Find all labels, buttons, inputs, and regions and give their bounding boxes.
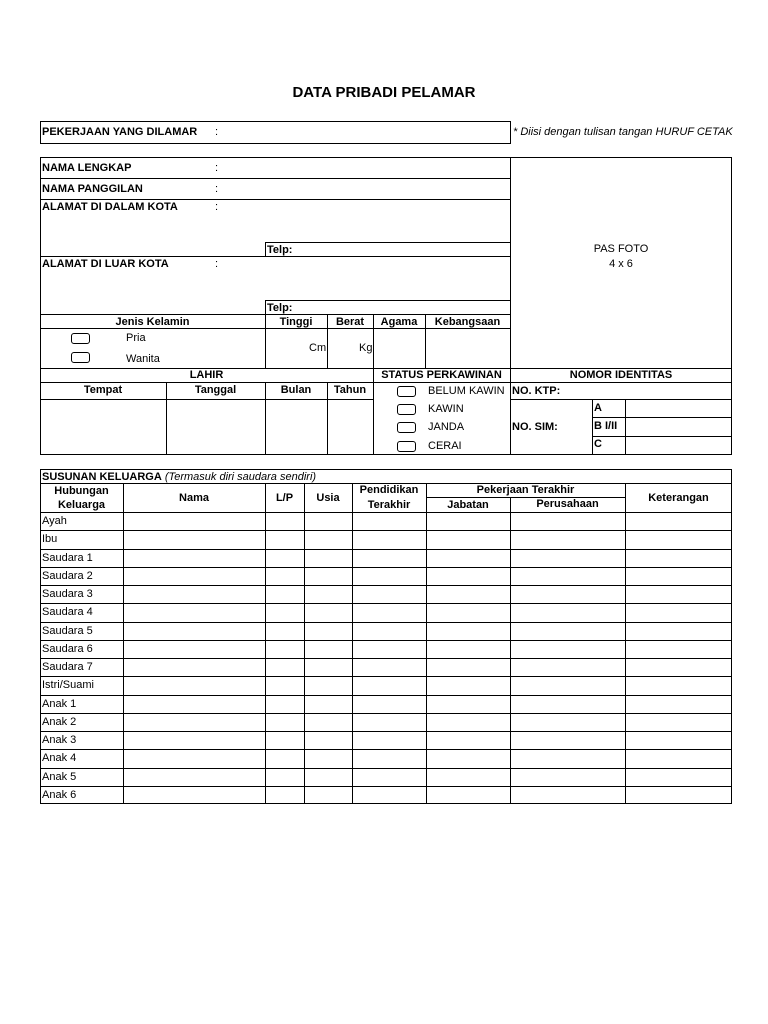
family-relation-label: Saudara 1 bbox=[42, 551, 93, 564]
family-keterangan-cell[interactable] bbox=[627, 513, 730, 529]
tanggal-lahir-input[interactable] bbox=[168, 401, 263, 453]
family-keterangan-cell[interactable] bbox=[627, 769, 730, 785]
no-ktp-label: NO. KTP: bbox=[512, 385, 561, 397]
family-lp-cell[interactable] bbox=[267, 550, 302, 566]
jabatan-header: Jabatan bbox=[447, 499, 489, 511]
family-keterangan-cell[interactable] bbox=[627, 641, 730, 657]
family-pendidikan-cell[interactable] bbox=[354, 677, 424, 693]
family-perusahaan-cell[interactable] bbox=[512, 550, 623, 566]
pekerjaan-label: PEKERJAAN YANG DILAMAR bbox=[42, 126, 198, 138]
family-lp-cell[interactable] bbox=[267, 714, 302, 730]
telp-dalam-label: Telp: bbox=[267, 244, 293, 256]
family-jabatan-cell[interactable] bbox=[428, 677, 508, 693]
alamat-dalam-kota-label: ALAMAT DI DALAM KOTA bbox=[42, 201, 178, 213]
family-perusahaan-cell[interactable] bbox=[512, 659, 623, 675]
family-keterangan-cell[interactable] bbox=[627, 787, 730, 803]
family-pendidikan-cell[interactable] bbox=[354, 732, 424, 748]
family-keterangan-cell[interactable] bbox=[627, 696, 730, 712]
family-pendidikan-cell[interactable] bbox=[354, 586, 424, 602]
berat-header: Berat bbox=[335, 316, 365, 328]
pendidikan-header-2: Terakhir bbox=[367, 499, 411, 511]
family-jabatan-cell[interactable] bbox=[428, 769, 508, 785]
alamat-dalam-kota-input[interactable] bbox=[42, 215, 508, 241]
family-perusahaan-cell[interactable] bbox=[512, 513, 623, 529]
family-relation-label: Saudara 4 bbox=[42, 606, 93, 619]
family-lp-cell[interactable] bbox=[267, 769, 302, 785]
cerai-checkbox[interactable] bbox=[397, 441, 416, 452]
family-keterangan-cell[interactable] bbox=[627, 714, 730, 730]
pekerjaan-terakhir-header: Pekerjaan Terakhir bbox=[476, 484, 575, 496]
family-jabatan-cell[interactable] bbox=[428, 586, 508, 602]
family-jabatan-cell[interactable] bbox=[428, 550, 508, 566]
family-lp-cell[interactable] bbox=[267, 696, 302, 712]
perusahaan-header: Perusahaan bbox=[536, 498, 599, 510]
jenis-kelamin-header: Jenis Kelamin bbox=[115, 316, 190, 328]
family-lp-cell[interactable] bbox=[267, 659, 302, 675]
cerai-label: CERAI bbox=[428, 440, 462, 452]
family-perusahaan-cell[interactable] bbox=[512, 604, 623, 620]
family-pendidikan-cell[interactable] bbox=[354, 641, 424, 657]
hubungan-header-1: Hubungan bbox=[54, 485, 109, 497]
family-lp-cell[interactable] bbox=[267, 787, 302, 803]
family-pendidikan-cell[interactable] bbox=[354, 513, 424, 529]
family-usia-cell[interactable] bbox=[306, 513, 350, 529]
family-pendidikan-cell[interactable] bbox=[354, 787, 424, 803]
family-usia-cell[interactable] bbox=[306, 550, 350, 566]
family-nama-cell[interactable] bbox=[125, 696, 263, 712]
family-relation-label: Saudara 7 bbox=[42, 661, 93, 673]
family-pendidikan-cell[interactable] bbox=[354, 696, 424, 712]
family-nama-cell[interactable] bbox=[125, 604, 263, 620]
family-usia-cell[interactable] bbox=[306, 696, 350, 712]
family-nama-cell[interactable] bbox=[125, 641, 263, 657]
family-relation-label: Anak 1 bbox=[42, 697, 77, 710]
family-nama-cell[interactable] bbox=[125, 513, 263, 529]
colon: : bbox=[215, 183, 219, 195]
family-perusahaan-cell[interactable] bbox=[512, 787, 623, 803]
family-nama-cell[interactable] bbox=[125, 586, 263, 602]
family-pendidikan-cell[interactable] bbox=[354, 531, 424, 547]
family-lp-cell[interactable] bbox=[267, 732, 302, 748]
family-keterangan-cell[interactable] bbox=[627, 677, 730, 693]
hubungan-header-2: Keluarga bbox=[57, 499, 106, 511]
family-usia-cell[interactable] bbox=[306, 604, 350, 620]
family-pendidikan-cell[interactable] bbox=[354, 659, 424, 675]
bulan-header: Bulan bbox=[280, 384, 312, 396]
alamat-luar-kota-label: ALAMAT DI LUAR KOTA bbox=[42, 258, 169, 270]
family-relation-label: Ayah bbox=[42, 515, 67, 527]
family-usia-cell[interactable] bbox=[306, 568, 350, 584]
tanggal-header: Tanggal bbox=[194, 384, 237, 396]
colon: : bbox=[215, 162, 219, 174]
family-lp-cell[interactable] bbox=[267, 513, 302, 529]
status-perkawinan-header: STATUS PERKAWINAN bbox=[381, 369, 502, 381]
family-keterangan-cell[interactable] bbox=[627, 550, 730, 566]
family-keterangan-cell[interactable] bbox=[627, 586, 730, 602]
cm-unit: Cm bbox=[309, 342, 327, 354]
pendidikan-header-1: Pendidikan bbox=[359, 484, 419, 496]
nama-panggilan-input[interactable] bbox=[222, 180, 508, 198]
family-jabatan-cell[interactable] bbox=[428, 714, 508, 730]
family-usia-cell[interactable] bbox=[306, 531, 350, 547]
kg-unit: Kg bbox=[359, 342, 373, 354]
family-perusahaan-cell[interactable] bbox=[512, 714, 623, 730]
family-jabatan-cell[interactable] bbox=[428, 659, 508, 675]
family-jabatan-cell[interactable] bbox=[428, 641, 508, 657]
lahir-header: LAHIR bbox=[189, 369, 224, 381]
pria-checkbox[interactable] bbox=[71, 333, 90, 344]
family-nama-cell[interactable] bbox=[125, 769, 263, 785]
family-usia-cell[interactable] bbox=[306, 659, 350, 675]
family-pendidikan-cell[interactable] bbox=[354, 714, 424, 730]
nama-panggilan-label: NAMA PANGGILAN bbox=[42, 183, 143, 195]
tahun-lahir-input[interactable] bbox=[329, 401, 371, 453]
family-usia-cell[interactable] bbox=[306, 623, 350, 639]
family-relation-label: Ibu bbox=[42, 533, 58, 546]
family-keterangan-cell[interactable] bbox=[627, 531, 730, 547]
family-relation-label: Anak 2 bbox=[42, 715, 77, 728]
bulan-lahir-input[interactable] bbox=[267, 401, 325, 453]
nama-header: Nama bbox=[179, 492, 209, 504]
family-perusahaan-cell[interactable] bbox=[512, 696, 623, 712]
family-relation-label: Saudara 3 bbox=[42, 588, 93, 600]
wanita-checkbox[interactable] bbox=[71, 352, 90, 363]
family-keterangan-cell[interactable] bbox=[627, 750, 730, 766]
kebangsaan-input[interactable] bbox=[427, 330, 508, 367]
family-usia-cell[interactable] bbox=[306, 641, 350, 657]
family-jabatan-cell[interactable] bbox=[428, 531, 508, 547]
lp-header: L/P bbox=[275, 492, 294, 504]
family-usia-cell[interactable] bbox=[306, 714, 350, 730]
janda-label: JANDA bbox=[428, 421, 465, 433]
family-relation-label: Anak 3 bbox=[42, 734, 77, 746]
sim-c-input[interactable] bbox=[627, 438, 730, 454]
family-lp-cell[interactable] bbox=[267, 750, 302, 766]
family-pendidikan-cell[interactable] bbox=[354, 604, 424, 620]
agama-input[interactable] bbox=[375, 330, 423, 367]
family-jabatan-cell[interactable] bbox=[428, 787, 508, 803]
family-relation-label: Saudara 6 bbox=[42, 642, 93, 655]
family-pendidikan-cell[interactable] bbox=[354, 750, 424, 766]
family-jabatan-cell[interactable] bbox=[428, 604, 508, 620]
colon: : bbox=[215, 201, 219, 213]
family-pendidikan-cell[interactable] bbox=[354, 769, 424, 785]
janda-checkbox[interactable] bbox=[397, 422, 416, 433]
sim-b-input[interactable] bbox=[627, 419, 730, 435]
tinggi-header: Tinggi bbox=[279, 316, 313, 328]
family-lp-cell[interactable] bbox=[267, 677, 302, 693]
family-perusahaan-cell[interactable] bbox=[512, 641, 623, 657]
no-ktp-input[interactable] bbox=[560, 384, 730, 398]
family-relation-label: Saudara 2 bbox=[42, 569, 93, 582]
family-keterangan-cell[interactable] bbox=[627, 659, 730, 675]
handwriting-note: * Diisi dengan tulisan tangan HURUF CETAK bbox=[513, 126, 733, 138]
family-perusahaan-cell[interactable] bbox=[512, 568, 623, 584]
family-usia-cell[interactable] bbox=[306, 769, 350, 785]
family-relation-label: Istri/Suami bbox=[42, 679, 94, 692]
agama-header: Agama bbox=[380, 316, 418, 328]
family-perusahaan-cell[interactable] bbox=[512, 623, 623, 639]
family-nama-cell[interactable] bbox=[125, 787, 263, 803]
family-perusahaan-cell[interactable] bbox=[512, 531, 623, 547]
pekerjaan-input[interactable] bbox=[222, 123, 508, 142]
family-nama-cell[interactable] bbox=[125, 750, 263, 766]
kawin-checkbox[interactable] bbox=[397, 404, 416, 415]
family-nama-cell[interactable] bbox=[125, 677, 263, 693]
family-nama-cell[interactable] bbox=[125, 714, 263, 730]
family-pendidikan-cell[interactable] bbox=[354, 550, 424, 566]
family-jabatan-cell[interactable] bbox=[428, 513, 508, 529]
family-lp-cell[interactable] bbox=[267, 623, 302, 639]
susunan-keluarga-title: SUSUNAN KELUARGA (Termasuk diri saudara sendiri) bbox=[42, 471, 317, 483]
no-sim-label: NO. SIM: bbox=[512, 421, 558, 433]
kawin-label: KAWIN bbox=[428, 403, 464, 415]
family-lp-cell[interactable] bbox=[267, 568, 302, 584]
berat-input[interactable] bbox=[329, 330, 357, 367]
family-usia-cell[interactable] bbox=[306, 732, 350, 748]
page-title: DATA PRIBADI PELAMAR bbox=[292, 84, 476, 101]
family-lp-cell[interactable] bbox=[267, 604, 302, 620]
family-perusahaan-cell[interactable] bbox=[512, 677, 623, 693]
family-perusahaan-cell[interactable] bbox=[512, 769, 623, 785]
sim-a-input[interactable] bbox=[627, 401, 730, 416]
nomor-identitas-header: NOMOR IDENTITAS bbox=[569, 369, 673, 381]
telp-luar-input[interactable] bbox=[300, 301, 508, 313]
family-keterangan-cell[interactable] bbox=[627, 623, 730, 639]
wanita-label: Wanita bbox=[126, 353, 160, 365]
family-pendidikan-cell[interactable] bbox=[354, 623, 424, 639]
family-keterangan-cell[interactable] bbox=[627, 732, 730, 748]
family-usia-cell[interactable] bbox=[306, 750, 350, 766]
alamat-luar-kota-input[interactable] bbox=[42, 272, 508, 299]
family-lp-cell[interactable] bbox=[267, 641, 302, 657]
family-keterangan-cell[interactable] bbox=[627, 604, 730, 620]
family-nama-cell[interactable] bbox=[125, 568, 263, 584]
telp-dalam-input[interactable] bbox=[300, 243, 508, 255]
family-jabatan-cell[interactable] bbox=[428, 568, 508, 584]
keterangan-header: Keterangan bbox=[648, 492, 709, 504]
family-lp-cell[interactable] bbox=[267, 531, 302, 547]
sim-type-b: B I/II bbox=[594, 420, 618, 432]
colon: : bbox=[215, 258, 219, 270]
family-jabatan-cell[interactable] bbox=[428, 696, 508, 712]
sim-type-a: A bbox=[594, 402, 602, 414]
tempat-lahir-input[interactable] bbox=[42, 401, 164, 453]
belum-kawin-checkbox[interactable] bbox=[397, 386, 416, 397]
kebangsaan-header: Kebangsaan bbox=[434, 316, 501, 328]
colon: : bbox=[215, 126, 219, 138]
family-perusahaan-cell[interactable] bbox=[512, 732, 623, 748]
pria-label: Pria bbox=[126, 332, 146, 344]
family-keterangan-cell[interactable] bbox=[627, 568, 730, 584]
family-usia-cell[interactable] bbox=[306, 787, 350, 803]
family-lp-cell[interactable] bbox=[267, 586, 302, 602]
family-usia-cell[interactable] bbox=[306, 586, 350, 602]
telp-luar-label: Telp: bbox=[267, 302, 293, 314]
tahun-header: Tahun bbox=[333, 384, 367, 396]
family-relation-label: Anak 4 bbox=[42, 752, 77, 765]
family-nama-cell[interactable] bbox=[125, 531, 263, 547]
family-relation-label: Anak 5 bbox=[42, 770, 77, 783]
usia-header: Usia bbox=[316, 492, 340, 504]
sim-type-c: C bbox=[594, 438, 602, 450]
family-nama-cell[interactable] bbox=[125, 659, 263, 675]
family-nama-cell[interactable] bbox=[125, 550, 263, 566]
family-perusahaan-cell[interactable] bbox=[512, 586, 623, 602]
family-pendidikan-cell[interactable] bbox=[354, 568, 424, 584]
pas-foto-label: PAS FOTO bbox=[593, 243, 649, 255]
family-relation-label: Saudara 5 bbox=[42, 624, 93, 637]
pas-foto-size: 4 x 6 bbox=[609, 258, 633, 270]
family-jabatan-cell[interactable] bbox=[428, 623, 508, 639]
family-nama-cell[interactable] bbox=[125, 732, 263, 748]
tempat-header: Tempat bbox=[83, 384, 123, 396]
tinggi-input[interactable] bbox=[267, 330, 307, 367]
nama-lengkap-input[interactable] bbox=[222, 159, 508, 177]
nama-lengkap-label: NAMA LENGKAP bbox=[42, 162, 132, 174]
belum-kawin-label: BELUM KAWIN bbox=[428, 385, 505, 397]
family-jabatan-cell[interactable] bbox=[428, 750, 508, 766]
family-perusahaan-cell[interactable] bbox=[512, 750, 623, 766]
family-nama-cell[interactable] bbox=[125, 623, 263, 639]
family-usia-cell[interactable] bbox=[306, 677, 350, 693]
family-relation-label: Anak 6 bbox=[42, 788, 77, 801]
family-jabatan-cell[interactable] bbox=[428, 732, 508, 748]
